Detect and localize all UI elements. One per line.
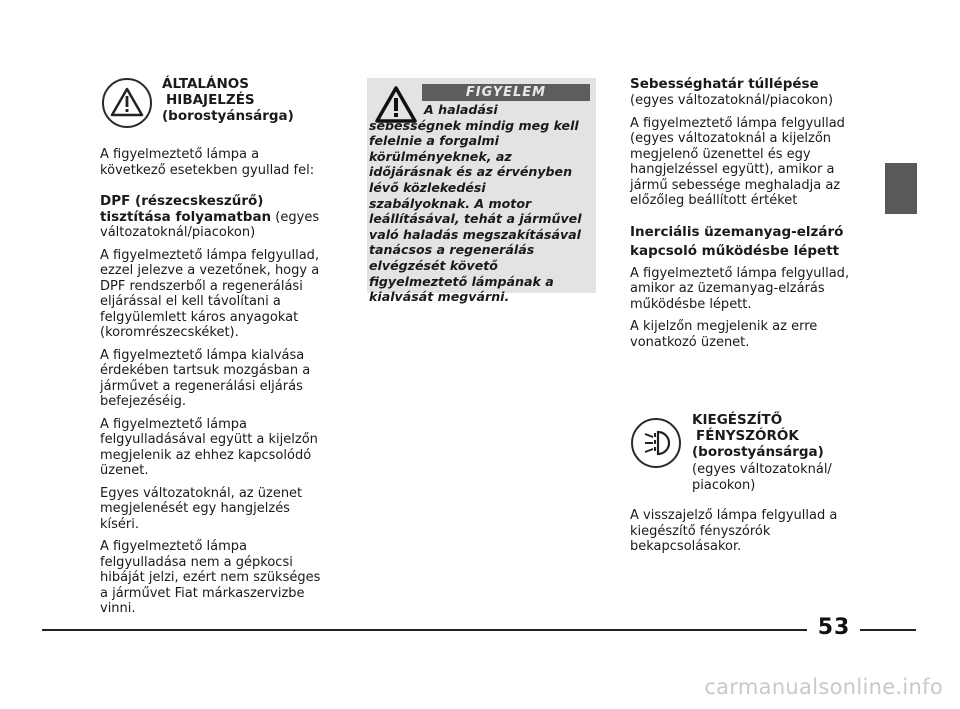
dpf-section — [100, 194, 328, 241]
footer-rule-left — [42, 629, 807, 631]
warning-paragraph: A haladási sebességnek mindig meg kell felelnie a forgalmi körülményeknek, az időjárásnak és az érvényben lévő közlekedési szabályoknak. A motor leállításával, tehát a járművel való haladás megszakításával tanácsos a regenerálás elvégzését követő figyelmeztető lámpának a kialvását megvárni. — [369, 102, 582, 305]
dpf-paragraph-5: A figyelmeztető lámpa felgyulladása nem a gépkocsi hibáját jelzi, ezért nem szükséges a járművet Fiat márkaszervizbe vinni. — [100, 539, 321, 616]
chapter-tab — [885, 163, 917, 214]
inertia-paragraph-2: A kijelzőn megjelenik az erre vonatkozó üzenet. — [630, 319, 818, 350]
watermark: carmanualsonline.info — [704, 675, 943, 699]
dpf-paragraph-3: A figyelmeztető lámpa felgyulladásával együtt a kijelzőn megjelenik az ehhez kapcsolódó üzenet. — [100, 416, 318, 478]
general-fault-heading — [162, 76, 332, 124]
dpf-note: (egyes változatoknál/piacokon) — [100, 209, 320, 240]
inertia-paragraph-1: A figyelmeztető lámpa felgyullad, amikor az üzemanyag-elzárás működésbe lépett. — [630, 265, 850, 312]
speed-note: (egyes változatoknál/piacokon) — [630, 93, 834, 108]
inertia-title: Inerciális üzemanyag-elzáró kapcsoló működésbe lépett — [630, 223, 844, 259]
speed-paragraph: A figyelmeztető lámpa felgyullad (egyes változatoknál a kijelzőn megjelenő üzenettel és egy hangjelzéssel együtt), amikor a jármű sebessége meghaladja az előzőleg beállított értéket — [630, 115, 845, 208]
intro-paragraph: A figyelmeztető lámpa a következő esetekben gyullad fel: — [100, 147, 315, 178]
aux-heading-line-1: KIEGÉSZÍTŐ — [692, 412, 783, 428]
warning-text — [369, 102, 591, 305]
warning-label: FIGYELEM — [422, 84, 590, 101]
dpf-title: DPF (részecskeszűrő) tisztítása folyamatban — [100, 193, 272, 225]
footer-rule-right — [860, 629, 916, 631]
heading-line-1: ÁLTALÁNOS — [162, 76, 249, 92]
heading-line-3: (borostyánsárga) — [162, 108, 294, 124]
aux-paragraph: A visszajelző lámpa felgyullad a kiegészítő fényszórók bekapcsolásakor. — [630, 508, 838, 554]
heading-line-2: HIBAJELZÉS — [166, 92, 255, 108]
general-fault-warning-icon — [102, 78, 152, 128]
aux-heading-line-3: (borostyánsárga) — [692, 444, 824, 460]
aux-note: (egyes változatoknál/ piacokon) — [692, 462, 832, 493]
aux-heading-line-2: FÉNYSZÓRÓK — [696, 428, 799, 444]
dpf-paragraph-2: A figyelmeztető lámpa kialvása érdekében tartsuk mozgásban a járművet a regenerálási eljárás befejezéséig. — [100, 347, 311, 409]
page-number: 53 — [817, 615, 851, 640]
right-column — [630, 76, 855, 350]
dpf-paragraph-1: A figyelmeztető lámpa felgyullad, ezzel jelezve a vezetőnek, hogy a DPF rendszerből a regenerálási eljárással el kell távolítani a felgyülemlett káros anyagokat (koromrészecskéket). — [100, 247, 320, 340]
speed-title: Sebességhatár túllépése — [630, 76, 819, 92]
left-column — [100, 147, 328, 617]
aux-lights-heading — [692, 412, 862, 493]
dpf-paragraph-4: Egyes változatoknál, az üzenet megjelenését egy hangjelzés kíséri. — [100, 485, 303, 532]
aux-paragraph-block — [630, 508, 850, 555]
auxiliary-headlight-icon — [631, 418, 681, 468]
